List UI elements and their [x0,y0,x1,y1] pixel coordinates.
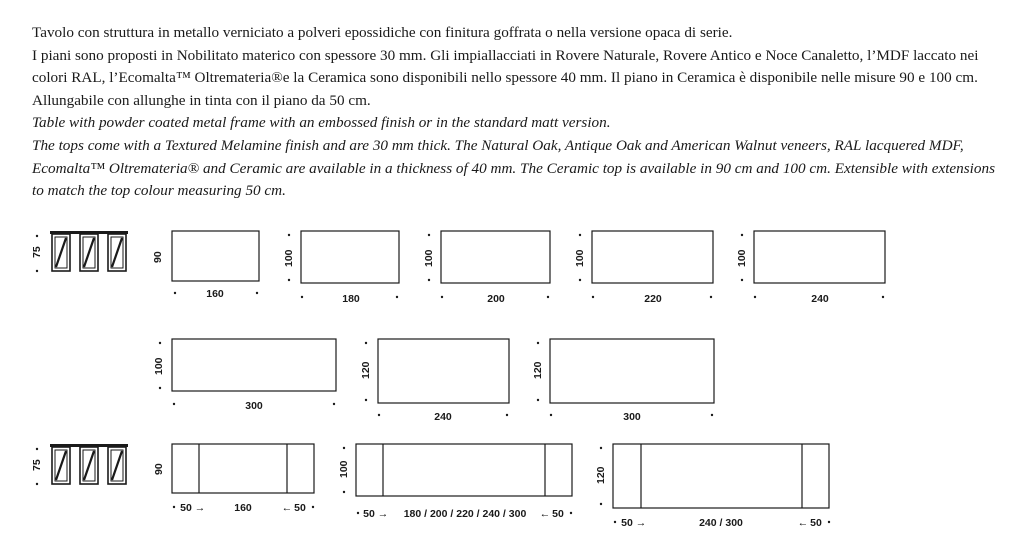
table-top-outline [613,444,829,508]
width-label: 240 [434,411,452,423]
table-top-outline [592,231,713,283]
row2-table-2 [360,339,509,423]
row1-height-label: 75 [31,246,43,258]
table-top-outline [441,231,550,283]
extension-left-label: 50 [621,517,633,529]
row3-table-1 [153,444,314,514]
row2-table-1 [153,339,336,412]
extension-right-label: 50 [294,502,306,514]
depth-label: 90 [153,463,165,475]
row3-side-view [31,444,128,485]
row1-table-5 [736,231,885,305]
width-label: 300 [623,411,641,423]
row1-table-1 [152,231,259,300]
extension-left-label: 50 [363,508,375,520]
extension-right-label: 50 [810,517,822,529]
italian-paragraph-2: I piani sono proposti in Nobilitato materico con spessore 30 mm. Gli impiallacciati in Rovere Naturale, Rovere Antico e Noce Canaletto, l’MDF laccato nei colori RAL, l’Ecomalta™ Oltremateria®e la Ceramica sono disponibili nello spessore 40 mm. Il piano in Ceramica è disponibile nelle misure 90 e 100 cm. Allungabile con allunghe in tinta con il piano da 50 cm. [32,46,979,109]
depth-label: 100 [736,249,748,267]
width-label: 160 [206,288,224,300]
table-top-outline [550,339,714,403]
svg-text:←: ← [281,502,293,514]
table-frame-icon [50,444,128,484]
width-label: 240 [811,293,829,305]
italian-paragraph-1: Tavolo con struttura in metallo verniciato a polveri epossidiche con finitura goffrata o nella versione opaca di serie. [32,24,733,41]
depth-label: 100 [153,357,165,375]
width-label: 220 [644,293,662,305]
svg-text:→: → [635,517,647,529]
depth-label: 120 [595,466,607,484]
row1-table-4 [574,231,713,305]
table-top-outline [172,231,259,281]
depth-label: 90 [152,251,164,263]
table-top-outline [378,339,509,403]
svg-text:←: ← [539,508,551,520]
svg-text:←: ← [797,517,809,529]
depth-label: 120 [360,361,372,379]
depth-label: 100 [338,460,350,478]
table-top-outline [356,444,572,496]
row1-table-3 [423,231,550,305]
table-top-outline [754,231,885,283]
width-label: 200 [487,293,505,305]
width-label: 240 / 300 [699,517,743,529]
width-label: 180 [342,293,360,305]
english-paragraph-2: The tops come with a Textured Melamine finish and are 30 mm thick. The Natural Oak, Antique Oak and American Walnut veneers, RAL lacquered MDF, Ecomalta™ Oltremateria® and Ceramic are available in a thickness of 40 mm. The Ceramic top is available in 90 cm and 100 cm. Extensible with extensions to match the top colour measuring 50 cm. [32,136,995,200]
table-top-outline [301,231,399,283]
width-label: 300 [245,400,263,412]
width-label: 160 [234,502,252,514]
extension-left-label: 50 [180,502,192,514]
depth-label: 100 [423,249,435,267]
depth-label: 100 [283,249,295,267]
depth-label: 120 [532,361,544,379]
row3-height-label: 75 [31,459,43,471]
row1-side-view [31,231,128,272]
row1-table-2 [283,231,399,305]
table-top-outline [172,339,336,391]
row2-table-3 [532,339,714,423]
width-label: 180 / 200 / 220 / 240 / 300 [403,508,527,520]
table-frame-icon [50,231,128,271]
svg-text:→: → [194,502,206,514]
english-paragraph-1: Table with powder coated metal frame with an embossed finish or in the standard matt version. [32,114,611,132]
table-top-outline [172,444,314,493]
extension-right-label: 50 [552,508,564,520]
depth-label: 100 [574,249,586,267]
svg-text:→: → [377,508,389,520]
row3-table-3 [595,444,830,529]
row3-table-2 [338,444,572,520]
